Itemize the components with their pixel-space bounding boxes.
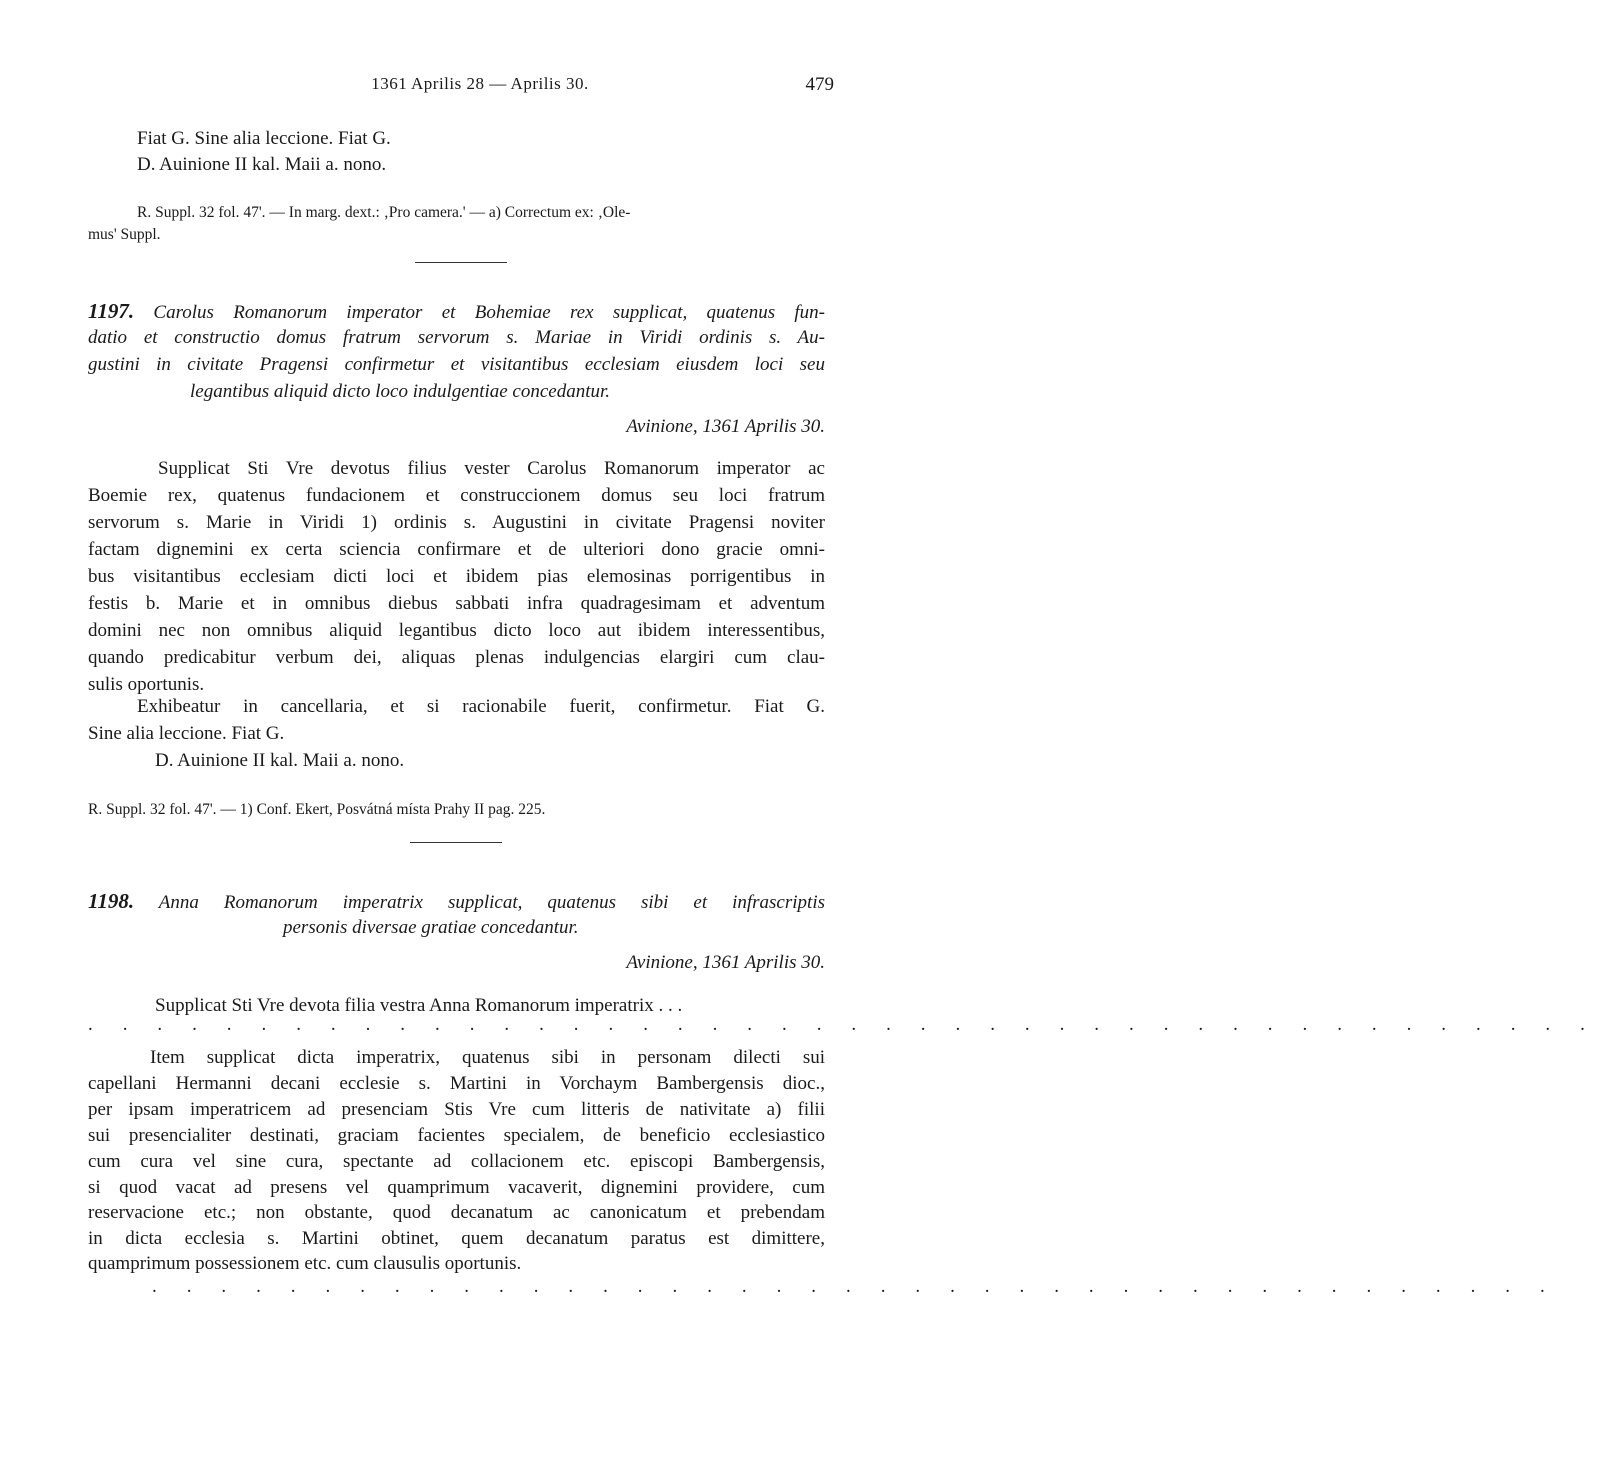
body-line: Item supplicat dicta imperatrix, quatenus sibi in personam dilecti sui [150,1047,825,1068]
regest-line: 1198. Anna Romanorum imperatrix supplicat, quatenus sibi et infrascriptis [88,889,825,913]
body-line: quamprimum possessionem etc. cum clausulis oportunis. [88,1253,522,1274]
body-line: capellani Hermanni decani ecclesie s. Martini in Vorchaym Bambergensis dioc., [88,1073,825,1094]
omission-dots: . . . . . . . . . . . . . . . . . . . . . . . . . . . . . . . . . . . . . . . . . [152,1276,1558,1297]
regest-line: gustini in civitate Pragensi confirmetur et visitantibus ecclesiam eiusdem loci seu [88,354,825,375]
body-line: Supplicat Sti Vre devotus filius vester Carolus Romanorum imperator ac [158,458,825,479]
entry-number: 1197. [88,299,135,323]
footnote-line: R. Suppl. 32 fol. 47'. — 1) Conf. Ekert, Posvátná místa Prahy II pag. 225. [88,801,546,818]
entry-number: 1198. [88,889,135,913]
body-line: reservacione etc.; non obstante, quod decanatum ac canonicatum et prebendam [88,1202,825,1223]
body-line: in dicta ecclesia s. Martini obtinet, quem decanatum paratus est dimittere, [88,1228,825,1249]
body-line: Boemie rex, quatenus fundacionem et construccionem domus seu loci fratrum [88,485,825,506]
body-line: quando predicabitur verbum dei, aliquas plenas indulgencias elargiri cum clau- [88,647,825,668]
omission-dots: . . . . . . . . . . . . . . . . . . . . . . . . . . . . . . . . . . . . . . . . . . . . [88,1014,1597,1035]
running-title: 1361 Aprilis 28 — Aprilis 30. [371,74,589,93]
body-line: servorum s. Marie in Viridi 1) ordinis s. Augustini in civitate Pragensi noviter [88,512,825,533]
body-line: per ipsam imperatricem ad presenciam Stis Vre cum litteris de nativitate a) filii [88,1099,825,1120]
body-line: sulis oportunis. [88,674,205,695]
prev-decree-line: D. Auinione II kal. Maii a. nono. [137,154,387,175]
regest-line: datio et constructio domus fratrum servorum s. Mariae in Viridi ordinis s. Au- [88,327,825,348]
prev-decree-line: Fiat G. Sine alia leccione. Fiat G. [137,128,391,149]
running-header [0,74,960,102]
regest-line: legantibus aliquid dicto loco indulgentiae concedantur. [190,381,611,402]
body-line: bus visitantibus ecclesiam dicti loci et ibidem pias elemosinas porrigentibus in [88,566,825,587]
entry-date: Avinione, 1361 Aprilis 30. [626,416,825,437]
body-line: sui presencialiter destinati, graciam facientes specialem, de beneficio ecclesiastico [88,1125,825,1146]
page-number: 479 [805,74,834,95]
body-line: cum cura vel sine cura, spectante ad collacionem etc. episcopi Bambergensis, [88,1151,825,1172]
prev-footnote-line: R. Suppl. 32 fol. 47'. — In marg. dext.: ‚Pro camera.' — a) Correctum ex: ‚Ole- [137,204,631,221]
body-line: factam dignemini ex certa sciencia confirmare et de ulteriori dono gracie omni- [88,539,825,560]
decree-line: Sine alia leccione. Fiat G. [88,723,285,744]
decree-line: Exhibeatur in cancellaria, et si racionabile fuerit, confirmetur. Fiat G. [137,696,825,717]
body-line: domini nec non omnibus aliquid legantibus dicto loco aut ibidem interessentibus, [88,620,825,641]
section-divider [415,262,507,263]
regest-line: personis diversae gratiae concedantur. [283,917,579,938]
entry-date: Avinione, 1361 Aprilis 30. [626,952,825,973]
body-line: si quod vacat ad presens vel quamprimum vacaverit, dignemini providere, cum [88,1177,825,1198]
regest-line: 1197. Carolus Romanorum imperator et Bohemiae rex supplicat, quatenus fun- [88,299,826,323]
body-line: festis b. Marie et in omnibus diebus sabbati infra quadragesimam et adventum [88,593,825,614]
decree-line: D. Auinione II kal. Maii a. nono. [155,750,405,771]
section-divider [410,842,502,843]
prev-footnote-line: mus' Suppl. [88,226,161,243]
body-line: Supplicat Sti Vre devota filia vestra Anna Romanorum imperatrix . . . [155,995,683,1016]
